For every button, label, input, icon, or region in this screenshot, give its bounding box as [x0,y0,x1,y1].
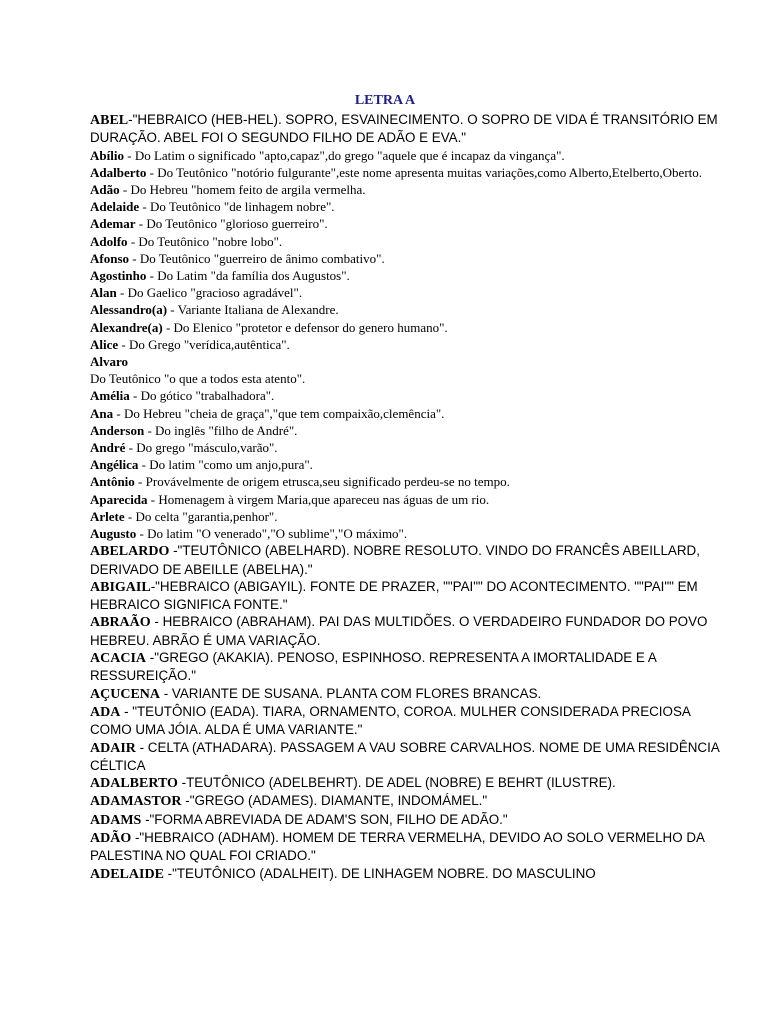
entry-separator: - [141,811,150,827]
entry-term: Ademar [90,216,136,232]
entry-term: Aparecida [90,491,148,507]
entry-separator: - [146,164,158,180]
name-entry [90,405,728,422]
name-entry [90,164,728,181]
entry-separator: - [135,739,148,755]
entry-term: Antônio [90,474,135,490]
entry-definition: "TEUTÔNICO (ADALHEIT). DE LINHAGEM NOBRE. DO MASCULINO [172,865,596,881]
name-entry [90,233,728,250]
entry-definition: Do celta "garantia,penhor". [135,508,278,524]
entry-separator: - [139,199,150,215]
entry-term: ABRAÃO [90,615,151,631]
name-entry [90,198,728,215]
entry-separator: - [119,182,131,197]
entry-term: ADÃO [90,831,132,847]
entry-definition: Variante Italiana de Alexandre. [177,302,339,318]
name-entry [90,811,728,829]
name-entry [90,456,728,473]
entry-separator: - [147,491,159,507]
entry-term: Alexandre(a) [90,319,163,335]
name-entry [90,353,728,370]
entry-term: André [90,440,126,456]
name-entry [90,319,728,336]
entry-term: ADAMASTOR [90,794,182,810]
entry-term: Arlete [90,508,125,524]
entry-separator: - [144,422,156,438]
name-entry [90,250,728,267]
entry-separator: - [146,650,155,666]
entry-separator: - [138,457,150,473]
entry-term: Alessandro(a) [90,302,168,318]
entry-separator: - [131,830,140,846]
name-entry [90,422,728,439]
name-entry [90,111,728,147]
entry-term: Adolfo [90,233,128,249]
name-entry [90,649,728,685]
entry-term: Alvaro [90,354,129,370]
entry-separator: - [169,543,178,559]
entry-definition: Do gótico "trabalhadora". [140,388,275,404]
entry-separator: - [163,865,173,881]
entry-separator: - [124,508,136,524]
entry-term: Amélia [90,388,130,404]
entry-definition: Do grego "másculo,varão". [136,440,278,456]
entry-term: ACACIA [90,651,146,667]
entry-definition: TEUTÔNICO (ADELBEHRT). DE ADEL (NOBRE) E BEHRT (ILUSTRE). [186,775,616,791]
name-entry [90,703,728,739]
name-entry [90,774,728,792]
name-entry [90,578,728,614]
name-entry [90,865,728,883]
name-entry [90,336,728,353]
entry-definition: Do Teutônico "o que a todos esta atento". [90,371,306,387]
name-entry [90,491,728,508]
entry-separator: - [135,216,147,232]
entry-separator: - [167,302,178,318]
name-entry [90,739,728,775]
entry-definition: "HEBRAICO (ABIGAYIL). FONTE DE PRAZER, ""PAI"" DO ACONTECIMENTO. ""PAI"" EM HEBRAICO SIGNIFICA FONTE." [90,578,698,613]
entry-separator: - [181,793,190,809]
name-entry [90,267,728,284]
entry-definition: Do inglês "filho de André". [155,422,298,438]
entry-definition: VARIANTE DE SUSANA. PLANTA COM FLORES BRANCAS. [171,685,542,701]
entry-separator: - [118,336,129,352]
entry-term: ADA [90,704,121,720]
name-entry [90,829,728,865]
entry-term: Adalberto [90,164,147,180]
entry-separator: - [127,233,139,249]
entry-term: Alan [90,285,117,301]
name-entry [90,508,728,525]
entry-separator: - [120,703,133,719]
entry-definition: Do Hebreu "cheia de graça","que tem compaixão,clemência". [123,405,445,421]
entry-definition: Do latim "O venerado","O sublime","O máximo". [147,526,408,542]
entry-definition: Do Hebreu "homem feito de argila vermelha. [130,182,366,197]
page-heading: LETRA A [354,93,416,108]
entry-definition: "TEUTÔNICO (ABELHARD). NOBRE RESOLUTO. VINDO DO FRANCÊS ABEILLARD, DERIVADO DE ABEILLE (ABELHA)." [90,543,700,577]
entry-separator: - [123,147,135,163]
name-entry [90,387,728,404]
entry-term: Ana [90,405,114,421]
entry-definition: "FORMA ABREVIADA DE ADAM'S SON, FILHO DE ADÃO." [149,811,508,827]
entry-definition: Do Teutônico "guerreiro de ânimo combativo". [139,250,385,266]
entry-term: Angélica [90,457,139,473]
name-entry [90,215,728,232]
entry-term: Afonso [90,250,130,266]
entry-definition: Do Gaelico "gracioso agradável". [127,285,303,301]
entry-term: ADELAIDE [90,866,164,882]
entry-separator: - [162,319,174,335]
entry-definition: Do Teutônico "nobre lobo". [138,233,283,249]
entry-definition: "GREGO (AKAKIA). PENOSO, ESPINHOSO. REPRESENTA A IMORTALIDADE E A RESSUREIÇÃO." [90,650,657,684]
entry-definition: Do Elenico "protetor e defensor do genero humano". [173,319,448,335]
entry-definition: "TEUTÔNIO (EADA). TIARA, ORNAMENTO, COROA. MULHER CONSIDERADA PRECIOSA COMO UMA JÓIA. ALDA É UMA VARIANTE." [90,703,691,738]
entry-term: ADALBERTO [90,776,178,792]
entry-term: Adelaide [90,199,140,215]
name-entry [90,685,728,703]
entry-separator: - [146,268,158,284]
entry-separator: - [128,112,133,127]
entry-definition: Do latim "como um anjo,pura". [149,457,313,473]
entry-definition: Do Teutônico "de linhagem nobre". [149,199,335,215]
entry-definition: Do Latim o significado "apto,capaz",do grego "aquele que é incapaz da vingança". [134,147,565,163]
entry-separator: - [150,614,163,630]
entry-separator: - [116,285,128,301]
name-entry [90,181,728,198]
entry-definition: Do Grego "verídica,autêntica". [129,336,290,352]
entry-term: AÇUCENA [90,686,160,702]
entry-definition: Homenagem à virgem Maria,que apareceu nas águas de um rio. [158,491,490,507]
entry-definition: CELTA (ATHADARA). PASSAGEM A VAU SOBRE CARVALHOS. NOME DE UMA RESIDÊNCIA CÉLTICA [90,739,720,773]
entry-definition: Do Latim "da família dos Augustos". [157,268,350,284]
entry-term: Anderson [90,422,145,438]
name-entry-list [90,111,728,883]
entry-term: Adão [90,182,120,197]
entry-definition: Do Teutônico "glorioso guerreiro". [146,216,328,232]
entry-definition: Do Teutônico "notório fulgurante",este nome apresenta muitas variações,como Alberto,Etelberto,Oberto. [157,164,703,180]
entry-separator: - [134,474,146,490]
entry-separator: - [125,440,137,456]
name-entry [90,613,728,649]
name-entry [90,147,728,164]
entry-separator: - [136,526,148,542]
entry-term: ABEL [90,113,129,128]
name-entry [90,301,728,318]
name-entry [90,542,728,578]
entry-term: ADAIR [90,740,136,756]
entry-separator: - [129,250,140,266]
entry-definition: "HEBRAICO (HEB-HEL). SOPRO, ESVAINECIMENTO. O SOPRO DE VIDA É TRANSITÓRIO EM DURAÇÃO. ABEL FOI O SEGUNDO FILHO DE ADÃO E EVA." [90,112,718,146]
entry-definition: HEBRAICO (ABRAHAM). PAI DAS MULTIDÕES. O VERDADEIRO FUNDADOR DO POVO HEBREU. ABRÃO É UMA VARIAÇÃO. [90,614,708,648]
name-entry [90,473,728,490]
name-entry [90,284,728,301]
name-entry [90,439,728,456]
entry-separator: - [113,405,124,421]
name-entry [90,525,728,542]
entry-separator: - [129,388,141,404]
entry-term: ADAMS [90,812,142,828]
entry-separator: - [177,775,187,791]
entry-separator: - [150,578,156,594]
entry-definition: Provávelmente de origem etrusca,seu significado perdeu-se no tempo. [145,474,510,490]
name-entry [90,792,728,810]
entry-separator: - [160,685,172,701]
entry-term: ABIGAIL [90,579,151,595]
entry-definition: "HEBRAICO (ADHAM). HOMEM DE TERRA VERMELHA, DEVIDO AO SOLO VERMELHO DA PALESTINA NO QUAL FOI CRIADO." [90,830,705,864]
entry-term: Abílio [90,147,124,163]
entry-term: Agostinho [90,268,147,284]
name-entry [90,370,728,387]
entry-term: Augusto [90,526,137,542]
entry-definition: "GREGO (ADAMES). DIAMANTE, INDOMÁMEL." [189,793,488,809]
entry-term: ABELARDO [90,544,170,560]
entry-term: Alice [90,336,119,352]
